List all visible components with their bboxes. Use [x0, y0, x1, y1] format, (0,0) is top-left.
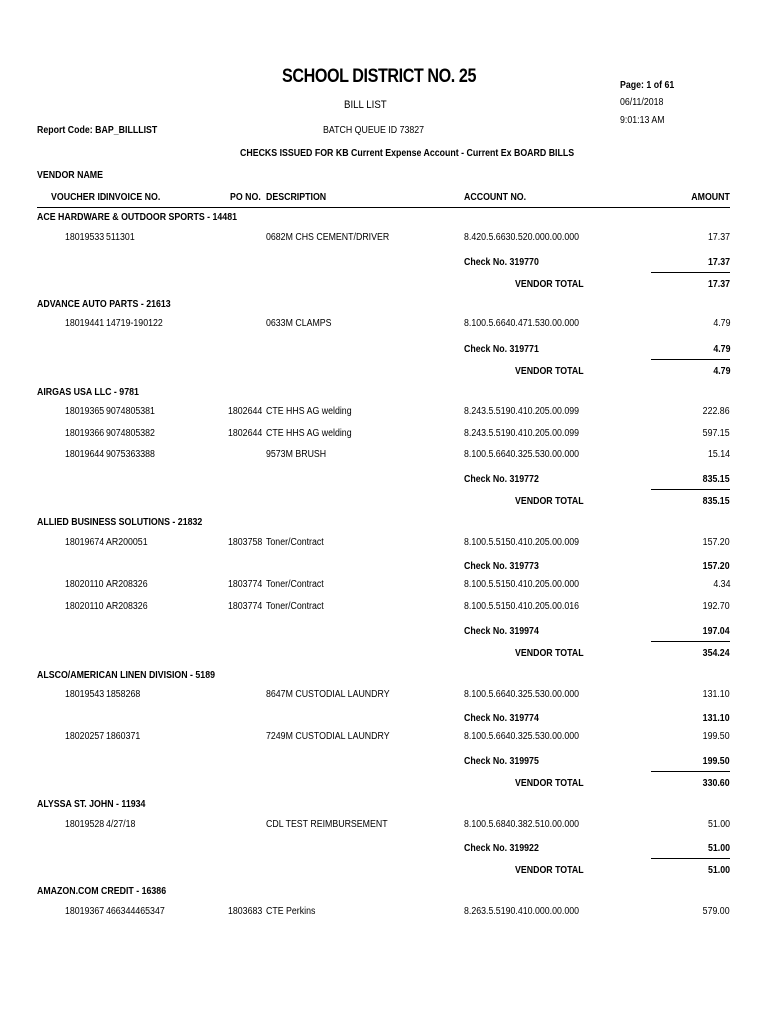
amount: 199.50	[703, 731, 730, 742]
report-date: 06/11/2018	[620, 97, 664, 108]
voucher-id: 18019674	[65, 537, 105, 548]
voucher-id: 18019543	[65, 689, 105, 700]
voucher-id: 18019528	[65, 819, 105, 830]
subtotal-rule	[651, 489, 730, 490]
invoice-no: 1858268	[106, 689, 141, 700]
check-number: Check No. 319975	[464, 756, 539, 767]
amount: 15.14	[707, 449, 730, 460]
account-no: 8.100.5.6640.325.530.00.000	[464, 689, 580, 700]
check-number: Check No. 319770	[464, 257, 539, 268]
col-description: DESCRIPTION	[266, 192, 327, 203]
amount: 597.15	[703, 428, 730, 439]
amount: 17.37	[707, 232, 730, 243]
invoice-no: AR208326	[106, 601, 148, 612]
po-no: 1803774	[228, 601, 263, 612]
voucher-id: 18019367	[65, 906, 105, 917]
report-time: 9:01:13 AM	[620, 115, 665, 126]
amount: 192.70	[703, 601, 730, 612]
description: CTE HHS AG welding	[266, 406, 352, 417]
check-amount: 835.15	[703, 474, 730, 485]
report-code: Report Code: BAP_BILLLIST	[37, 125, 158, 136]
description: 8647M CUSTODIAL LAUNDRY	[266, 689, 390, 700]
amount: 222.86	[703, 406, 730, 417]
vendor-total-label: VENDOR TOTAL	[515, 366, 584, 377]
po-no: 1802644	[228, 406, 263, 417]
vendor-total-amount: 4.79	[712, 366, 730, 377]
account-no: 8.243.5.5190.410.205.00.099	[464, 428, 580, 439]
vendor-total-label: VENDOR TOTAL	[515, 778, 584, 789]
check-amount: 199.50	[703, 756, 730, 767]
account-no: 8.100.5.5150.410.205.00.009	[464, 537, 580, 548]
description: CTE Perkins	[266, 906, 316, 917]
description: 0682M CHS CEMENT/DRIVER	[266, 232, 390, 243]
check-number: Check No. 319922	[464, 843, 539, 854]
description: 7249M CUSTODIAL LAUNDRY	[266, 731, 390, 742]
voucher-id: 18019366	[65, 428, 105, 439]
amount: 131.10	[703, 689, 730, 700]
check-number: Check No. 319771	[464, 344, 539, 355]
check-amount: 17.37	[707, 257, 730, 268]
col-account-no: ACCOUNT NO.	[464, 192, 527, 203]
amount: 157.20	[703, 537, 730, 548]
vendor-total-label: VENDOR TOTAL	[515, 865, 584, 876]
check-number: Check No. 319772	[464, 474, 539, 485]
subtotal-rule	[651, 359, 730, 360]
check-amount: 157.20	[703, 561, 730, 572]
account-no: 8.420.5.6630.520.000.00.000	[464, 232, 580, 243]
po-no: 1802644	[228, 428, 263, 439]
voucher-id: 18020110	[65, 579, 104, 590]
invoice-no: 9075363388	[106, 449, 155, 460]
voucher-id: 18019441	[65, 318, 105, 329]
batch-queue-id: BATCH QUEUE ID 73827	[323, 125, 425, 136]
vendor-name: AIRGAS USA LLC - 9781	[37, 387, 139, 398]
description: 0633M CLAMPS	[266, 318, 332, 329]
vendor-name: ALYSSA ST. JOHN - 11934	[37, 799, 146, 810]
vendor-total-amount: 330.60	[703, 778, 730, 789]
voucher-id: 18020110	[65, 601, 104, 612]
voucher-id: 18019365	[65, 406, 105, 417]
po-no: 1803683	[228, 906, 263, 917]
subtotal-rule	[651, 641, 730, 642]
report-subtitle: BILL LIST	[344, 99, 387, 111]
check-amount: 131.10	[703, 713, 730, 724]
invoice-no: 9074805382	[106, 428, 155, 439]
account-no: 8.100.5.6840.382.510.00.000	[464, 819, 580, 830]
account-no: 8.263.5.5190.410.000.00.000	[464, 906, 580, 917]
check-amount: 51.00	[707, 843, 730, 854]
vendor-name: ALSCO/AMERICAN LINEN DIVISION - 5189	[37, 670, 215, 681]
amount: 579.00	[703, 906, 730, 917]
col-po-no: PO NO.	[230, 192, 261, 203]
description: Toner/Contract	[266, 537, 324, 548]
po-no: 1803774	[228, 579, 263, 590]
description: CTE HHS AG welding	[266, 428, 352, 439]
checks-issued-heading: CHECKS ISSUED FOR KB Current Expense Account - Current Ex BOARD BILLS	[240, 148, 575, 159]
subtotal-rule	[651, 272, 730, 273]
vendor-total-amount: 51.00	[707, 865, 730, 876]
account-no: 8.100.5.6640.325.530.00.000	[464, 731, 580, 742]
vendor-total-label: VENDOR TOTAL	[515, 648, 584, 659]
voucher-id: 18019533	[65, 232, 105, 243]
account-no: 8.243.5.5190.410.205.00.099	[464, 406, 580, 417]
amount: 51.00	[707, 819, 730, 830]
page-number: Page: 1 of 61	[620, 80, 675, 91]
amount: 4.34	[712, 579, 730, 590]
invoice-no: AR208326	[106, 579, 148, 590]
subtotal-rule	[651, 771, 730, 772]
check-number: Check No. 319773	[464, 561, 539, 572]
po-no: 1803758	[228, 537, 263, 548]
vendor-total-label: VENDOR TOTAL	[515, 279, 584, 290]
vendor-name: AMAZON.COM CREDIT - 16386	[37, 886, 167, 897]
header-divider	[37, 207, 730, 208]
invoice-no: 511301	[106, 232, 135, 243]
vendor-total-amount: 17.37	[707, 279, 730, 290]
page-title: SCHOOL DISTRICT NO. 25	[282, 66, 477, 87]
voucher-id: 18020257	[65, 731, 105, 742]
amount: 4.79	[712, 318, 730, 329]
invoice-no: 9074805381	[106, 406, 155, 417]
vendor-name: ADVANCE AUTO PARTS - 21613	[37, 299, 171, 310]
voucher-id: 18019644	[65, 449, 105, 460]
col-voucher-id: VOUCHER ID	[51, 192, 107, 203]
invoice-no: 4/27/18	[106, 819, 136, 830]
invoice-no: AR200051	[106, 537, 148, 548]
invoice-no: 14719-190122	[106, 318, 163, 329]
subtotal-rule	[651, 858, 730, 859]
account-no: 8.100.5.5150.410.205.00.000	[464, 579, 580, 590]
invoice-no: 466344465347	[106, 906, 165, 917]
check-number: Check No. 319774	[464, 713, 539, 724]
vendor-total-label: VENDOR TOTAL	[515, 496, 584, 507]
check-amount: 4.79	[712, 344, 730, 355]
vendor-total-amount: 354.24	[703, 648, 730, 659]
account-no: 8.100.5.6640.471.530.00.000	[464, 318, 580, 329]
col-invoice-no: INVOICE NO.	[106, 192, 161, 203]
description: CDL TEST REIMBURSEMENT	[266, 819, 388, 830]
check-number: Check No. 319974	[464, 626, 539, 637]
vendor-name: ALLIED BUSINESS SOLUTIONS - 21832	[37, 517, 203, 528]
vendor-total-amount: 835.15	[703, 496, 730, 507]
account-no: 8.100.5.5150.410.205.00.016	[464, 601, 580, 612]
description: Toner/Contract	[266, 579, 324, 590]
vendor-name: ACE HARDWARE & OUTDOOR SPORTS - 14481	[37, 212, 237, 223]
col-amount: AMOUNT	[691, 192, 730, 203]
check-amount: 197.04	[703, 626, 730, 637]
account-no: 8.100.5.6640.325.530.00.000	[464, 449, 580, 460]
col-vendor-name: VENDOR NAME	[37, 170, 104, 181]
description: Toner/Contract	[266, 601, 324, 612]
description: 9573M BRUSH	[266, 449, 327, 460]
invoice-no: 1860371	[106, 731, 141, 742]
